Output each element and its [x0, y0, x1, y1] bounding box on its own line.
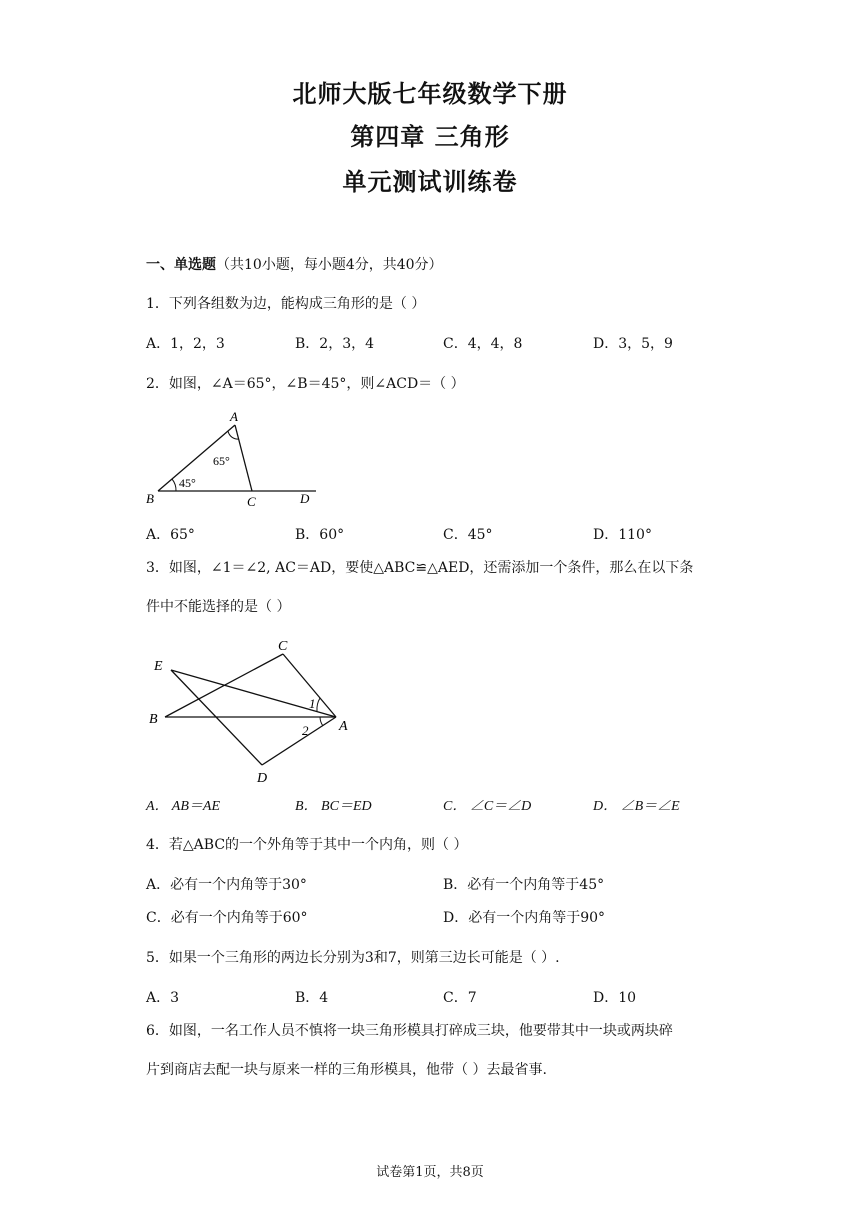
chapter-title: 第四章 三角形	[350, 123, 510, 151]
q1-stem: 1．下列各组数为边，能构成三角形的是（ ）	[146, 296, 426, 312]
q5-option-b: B．4	[295, 990, 329, 1006]
label-angle-1: 1	[309, 696, 316, 711]
q4-option-a: A．必有一个内角等于30°	[146, 877, 307, 893]
label-b: B	[149, 712, 158, 727]
q5-option-c: C．7	[443, 990, 477, 1006]
line-ac	[235, 425, 252, 491]
q3-figure	[140, 632, 370, 792]
label-a: A	[339, 719, 348, 734]
q4-option-d: D．必有一个内角等于90°	[443, 910, 606, 926]
q2-stem: 2．如图，∠A＝65°，∠B＝45°，则∠ACD＝（ ）	[146, 376, 465, 392]
q3-option-d: D． ∠B＝∠E	[593, 799, 680, 814]
q3-option-b: B． BC＝ED	[295, 799, 372, 814]
label-a: A	[230, 409, 238, 424]
q6-stem-line1: 6．如图，一名工作人员不慎将一块三角形模具打碎成三块，他要带其中一块或两块碎	[146, 1023, 673, 1039]
section-header	[146, 254, 443, 274]
q2-option-a: A．65°	[146, 527, 195, 543]
label-b: B	[146, 491, 154, 506]
q3-option-c: C． ∠C＝∠D	[443, 799, 532, 814]
q3-stem-line1: 3．如图，∠1＝∠2, AC＝AD，要使△ABC≌△AED，还需添加一个条件，那么在以下条	[146, 560, 694, 576]
q1-option-b: B．2，3，4	[295, 336, 375, 352]
q1-option-d: D．3，5，9	[593, 336, 673, 352]
label-d: D	[300, 491, 310, 506]
angle-1-arc	[317, 698, 320, 711]
q4-option-b: B．必有一个内角等于45°	[443, 877, 605, 893]
page-footer: 试卷第1页，共8页	[376, 1165, 484, 1180]
q3-stem-line2: 件中不能选择的是（ ）	[146, 599, 291, 615]
q2-option-d: D．110°	[593, 527, 652, 543]
label-angle-2: 2	[302, 723, 309, 738]
section-label: 一、单选题	[146, 257, 216, 273]
label-d: D	[257, 771, 268, 786]
label-e: E	[154, 659, 163, 674]
q5-option-a: A．3	[146, 990, 180, 1006]
label-c: C	[278, 639, 288, 654]
q4-option-c: C．必有一个内角等于60°	[146, 910, 308, 926]
line-da	[262, 717, 336, 765]
q2-figure-triangle	[140, 405, 330, 510]
section-note: （共10小题，每小题4分，共40分）	[216, 257, 443, 273]
angle-a-label: 65°	[213, 454, 230, 468]
q2-option-c: C．45°	[443, 527, 493, 543]
label-c: C	[247, 494, 256, 509]
page-title: 北师大版七年级数学下册	[292, 80, 568, 108]
q1-option-a: A．1，2，3	[146, 336, 225, 352]
q6-stem-line2: 片到商店去配一块与原来一样的三角形模具，他带（ ）去最省事.	[146, 1062, 547, 1078]
q2-option-b: B．60°	[295, 527, 345, 543]
q4-stem: 4．若△ABC的一个外角等于其中一个内角，则（ ）	[146, 837, 468, 853]
test-title: 单元测试训练卷	[342, 168, 518, 196]
angle-b-label: 45°	[179, 476, 196, 490]
q5-stem: 5．如果一个三角形的两边长分别为3和7，则第三边长可能是（ ）.	[146, 950, 560, 966]
q5-option-d: D．10	[593, 990, 637, 1006]
angle-b-arc	[172, 479, 176, 491]
q3-option-a: A． AB＝AE	[146, 799, 221, 814]
angle-2-arc	[320, 717, 323, 726]
q1-option-c: C．4，4，8	[443, 336, 523, 352]
